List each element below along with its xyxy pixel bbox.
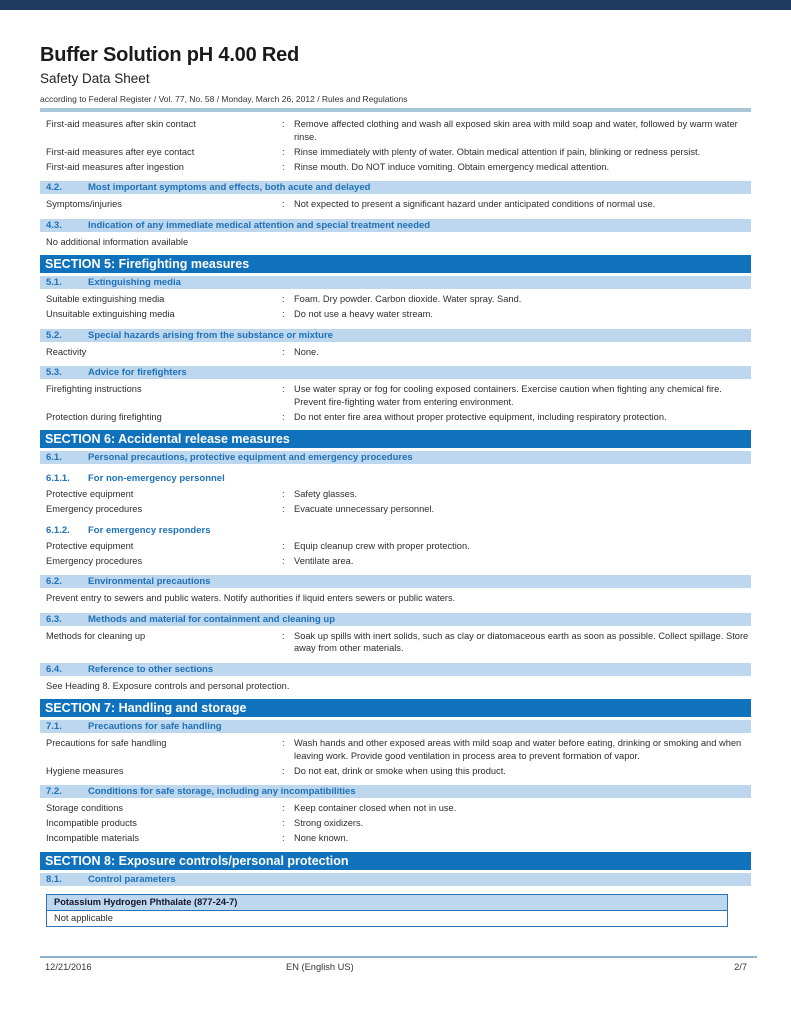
subsection-header xyxy=(40,720,751,733)
field-label: Firefighting instructions xyxy=(46,384,142,394)
heading-title: Conditions for safe storage, including any incompatibilities xyxy=(88,786,356,797)
field-row xyxy=(40,118,751,143)
field-label: Protective equipment xyxy=(46,540,134,551)
field-separator: : xyxy=(282,555,285,566)
field-row xyxy=(40,293,751,306)
subsection-header xyxy=(40,663,751,676)
subsection-header xyxy=(40,873,751,886)
regulation-reference: according to Federal Register / Vol. 77, No. 58 / Monday, March 26, 2012 / Rules and Regulations xyxy=(40,94,408,104)
field-label: Precautions for safe handling xyxy=(46,738,167,748)
field-separator: : xyxy=(282,504,285,514)
field-value: Rinse mouth. Do NOT induce vomiting. Obtain emergency medical attention. xyxy=(294,161,610,172)
subsection-header xyxy=(40,276,751,289)
heading-number: 5.1. xyxy=(46,277,62,288)
section-header: SECTION 8: Exposure controls/personal protection xyxy=(40,852,751,870)
field-separator: : xyxy=(282,309,285,319)
heading-number: 6.2. xyxy=(46,576,62,587)
field-value: Foam. Dry powder. Carbon dioxide. Water spray. Sand. xyxy=(294,294,522,304)
field-separator: : xyxy=(282,765,285,776)
subsection-header xyxy=(40,181,751,194)
field-separator: : xyxy=(282,146,285,157)
field-row xyxy=(40,346,751,359)
subsection-header xyxy=(40,613,751,626)
field-row xyxy=(40,411,751,424)
field-label: Emergency procedures xyxy=(46,555,143,566)
field-label: First-aid measures after skin contact xyxy=(46,119,196,129)
field-separator: : xyxy=(282,818,285,828)
field-value: Safety glasses. xyxy=(294,489,358,499)
field-value: Strong oxidizers. xyxy=(294,818,364,828)
field-separator: : xyxy=(282,384,285,394)
section-header: SECTION 7: Handling and storage xyxy=(40,699,751,717)
footer-language: EN (English US) xyxy=(286,962,354,972)
parameter-table-row: Not applicable xyxy=(46,911,728,927)
field-separator: : xyxy=(282,630,285,641)
field-value: Ventilate area. xyxy=(294,555,354,566)
heading-title: Environmental precautions xyxy=(88,576,211,587)
field-label: Protection during firefighting xyxy=(46,411,162,422)
heading-title: Methods and material for containment and cleaning up xyxy=(88,613,336,625)
field-label: Hygiene measures xyxy=(46,765,124,776)
field-value: Equip cleanup crew with proper protection. xyxy=(294,540,470,551)
subsubsection-header xyxy=(40,473,751,485)
paragraph: No additional information available xyxy=(46,236,189,247)
field-row xyxy=(40,488,751,501)
field-label: Suitable extinguishing media xyxy=(46,294,165,304)
heading-number: 6.1. xyxy=(46,452,62,463)
field-label: First-aid measures after ingestion xyxy=(46,161,184,172)
field-value: None. xyxy=(294,346,319,357)
field-row xyxy=(40,817,751,830)
section-header: SECTION 5: Firefighting measures xyxy=(40,255,751,273)
field-label: Reactivity xyxy=(46,346,87,357)
field-separator: : xyxy=(282,803,285,813)
field-row xyxy=(40,383,751,408)
field-label: First-aid measures after eye contact xyxy=(46,146,195,157)
heading-title: Most important symptoms and effects, both acute and delayed xyxy=(88,182,371,193)
heading-number: 7.2. xyxy=(46,786,62,797)
heading-title: Indication of any immediate medical attention and special treatment needed xyxy=(88,219,431,231)
heading-number: 4.3. xyxy=(46,219,62,231)
field-value: Evacuate unnecessary personnel. xyxy=(294,504,435,514)
document-header xyxy=(0,0,791,112)
field-row xyxy=(40,540,751,553)
field-row xyxy=(40,765,751,778)
field-value: Rinse immediately with plenty of water. Obtain medical attention if pain, blinking or redness persist. xyxy=(294,146,701,157)
field-separator: : xyxy=(282,489,285,499)
footer-divider xyxy=(40,956,757,958)
heading-title: For emergency responders xyxy=(88,524,211,536)
field-row xyxy=(40,161,751,174)
field-label: Protective equipment xyxy=(46,489,134,499)
subsection-header xyxy=(40,575,751,588)
heading-number: 6.1.1. xyxy=(46,473,70,484)
document-body xyxy=(0,112,791,927)
heading-number: 5.3. xyxy=(46,367,62,378)
field-value: Do not enter fire area without proper protective equipment, including respiratory protection. xyxy=(294,411,667,422)
heading-number: 6.3. xyxy=(46,613,62,625)
field-separator: : xyxy=(282,294,285,304)
field-row xyxy=(40,503,751,516)
subsection-header xyxy=(40,366,751,379)
top-accent-bar xyxy=(0,0,791,10)
field-value: Use water spray or fog for cooling exposed containers. Exercise caution when fighting any chemical fire. Prevent fire-fighting water from entering environment. xyxy=(294,384,722,407)
heading-title: Reference to other sections xyxy=(88,663,214,675)
field-label: Incompatible materials xyxy=(46,833,140,843)
subsection-header xyxy=(40,329,751,342)
heading-number: 4.2. xyxy=(46,182,62,193)
field-value: Not expected to present a significant hazard under anticipated conditions of normal use. xyxy=(294,199,656,209)
field-row xyxy=(40,555,751,568)
subsubsection-header xyxy=(40,525,751,537)
heading-title: Special hazards arising from the substance or mixture xyxy=(88,329,333,341)
field-label: Incompatible products xyxy=(46,818,137,828)
field-row xyxy=(40,802,751,815)
field-row xyxy=(40,198,751,211)
field-row xyxy=(40,737,751,762)
parameter-table-header: Potassium Hydrogen Phthalate (877-24-7) xyxy=(46,894,728,911)
field-value: Keep container closed when not in use. xyxy=(294,803,457,813)
field-separator: : xyxy=(282,833,285,843)
heading-title: Extinguishing media xyxy=(88,277,181,288)
field-row xyxy=(40,630,751,655)
field-label: Methods for cleaning up xyxy=(46,630,146,641)
field-separator: : xyxy=(282,119,285,129)
heading-title: Control parameters xyxy=(88,873,176,885)
field-separator: : xyxy=(282,738,285,748)
paragraph: See Heading 8. Exposure controls and personal protection. xyxy=(46,680,290,691)
heading-title: Precautions for safe handling xyxy=(88,721,222,732)
heading-title: Personal precautions, protective equipment and emergency procedures xyxy=(88,452,413,463)
field-value: Soak up spills with inert solids, such as clay or diatomaceous earth as soon as possible. Collect spillage. Store away from other materials. xyxy=(294,630,749,653)
heading-number: 5.2. xyxy=(46,329,62,341)
field-value: Wash hands and other exposed areas with mild soap and water before eating, drinking or smoking and when leaving work. Provide good ventilation in process area to prevent formation of vapor. xyxy=(294,738,742,761)
field-label: Unsuitable extinguishing media xyxy=(46,309,175,319)
subsection-header xyxy=(40,451,751,464)
field-value: Remove affected clothing and wash all exposed skin area with mild soap and water, followed by warm water rinse. xyxy=(294,119,738,142)
field-row xyxy=(40,832,751,845)
subsection-header xyxy=(40,219,751,232)
heading-number: 6.4. xyxy=(46,663,62,675)
field-separator: : xyxy=(282,346,285,357)
footer-page-number: 2/7 xyxy=(734,962,747,972)
subsection-header xyxy=(40,785,751,798)
parameter-table xyxy=(46,894,728,927)
footer-date: 12/21/2016 xyxy=(45,962,92,972)
field-row xyxy=(40,308,751,321)
field-value: Do not use a heavy water stream. xyxy=(294,309,434,319)
heading-title: Advice for firefighters xyxy=(88,367,187,378)
field-row xyxy=(40,146,751,159)
field-value: None known. xyxy=(294,833,349,843)
heading-number: 6.1.2. xyxy=(46,524,70,536)
document-subtitle: Safety Data Sheet xyxy=(40,71,150,86)
field-value: Do not eat, drink or smoke when using this product. xyxy=(294,765,506,776)
section-header: SECTION 6: Accidental release measures xyxy=(40,430,751,448)
field-separator: : xyxy=(282,411,285,422)
field-separator: : xyxy=(282,199,285,209)
heading-number: 7.1. xyxy=(46,721,62,732)
heading-number: 8.1. xyxy=(46,873,62,885)
field-label: Symptoms/injuries xyxy=(46,199,122,209)
field-separator: : xyxy=(282,540,285,551)
field-label: Emergency procedures xyxy=(46,504,143,514)
document-title: Buffer Solution pH 4.00 Red xyxy=(40,44,300,66)
field-separator: : xyxy=(282,161,285,172)
field-label: Storage conditions xyxy=(46,803,124,813)
paragraph: Prevent entry to sewers and public waters. Notify authorities if liquid enters sewers or public waters. xyxy=(46,593,456,603)
heading-title: For non-emergency personnel xyxy=(88,473,225,484)
